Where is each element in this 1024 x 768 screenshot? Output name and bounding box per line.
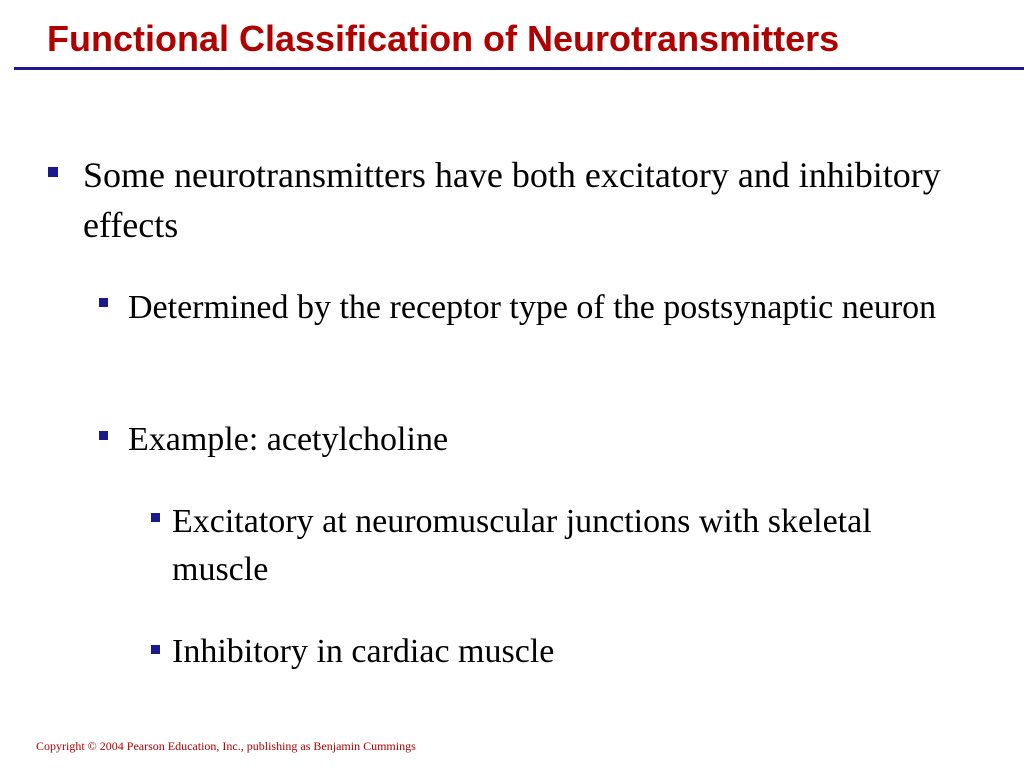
- bullet-text-level1: Some neurotransmitters have both excitatory and inhibitory effects: [83, 155, 941, 245]
- bullet-text-level3: Excitatory at neuromuscular junctions with skeletal muscle: [172, 503, 872, 588]
- copyright-footer: Copyright © 2004 Pearson Education, Inc., publishing as Benjamin Cummings: [36, 739, 416, 753]
- title-divider: [14, 67, 1024, 70]
- slide-title: Functional Classification of Neurotransmitters: [47, 18, 840, 59]
- bullet-square-icon: [99, 431, 108, 440]
- bullet-square-icon: [151, 645, 160, 654]
- bullet-text-level2: Determined by the receptor type of the postsynaptic neuron: [128, 289, 937, 326]
- bullet-square-icon: [99, 298, 108, 307]
- bullet-text-level2: Example: acetylcholine: [128, 421, 449, 458]
- bullet-square-icon: [151, 513, 160, 522]
- bullet-text-level3: Inhibitory in cardiac muscle: [172, 633, 555, 670]
- bullet-square-icon: [48, 167, 58, 177]
